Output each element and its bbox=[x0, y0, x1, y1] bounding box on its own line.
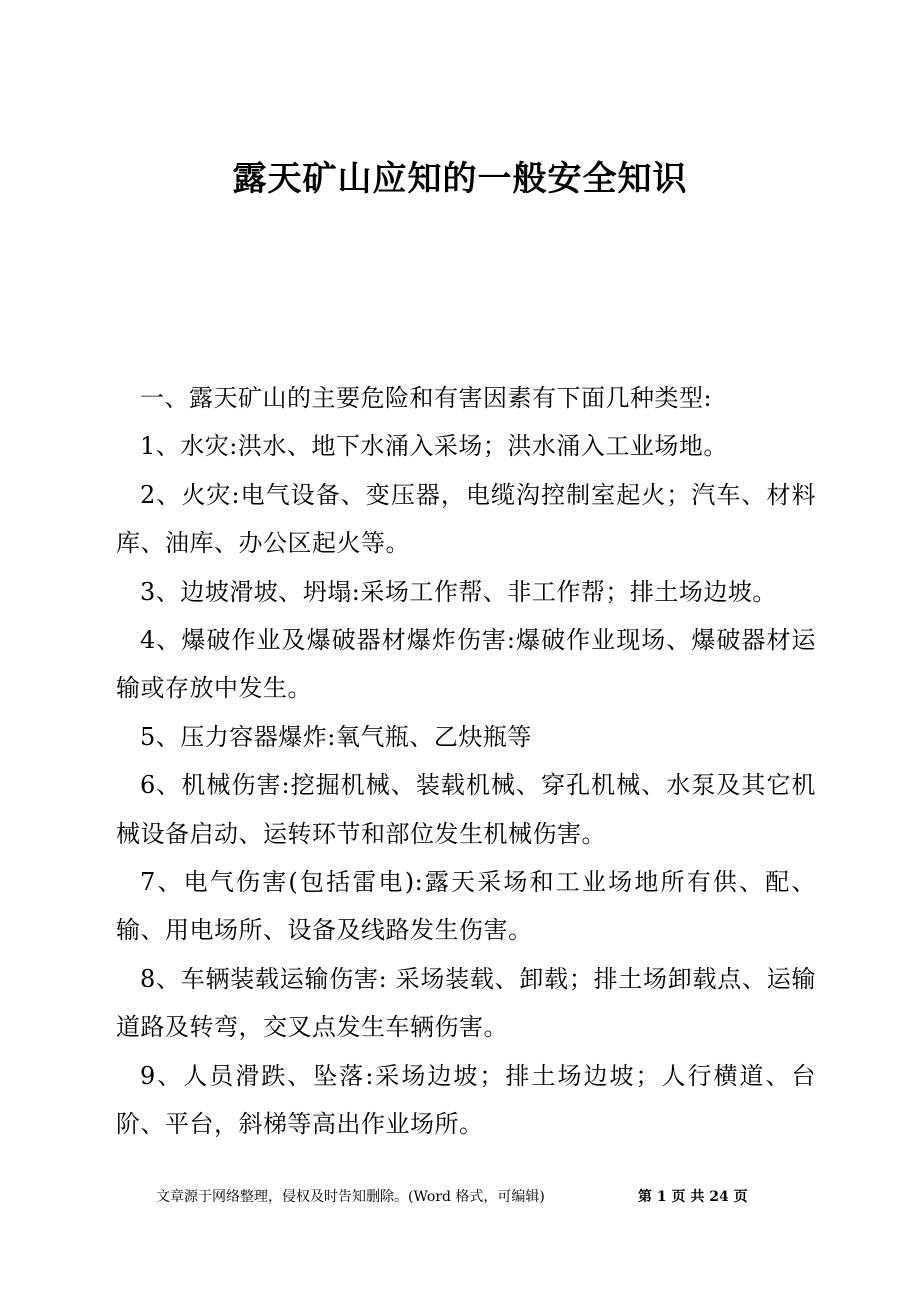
document-title: 露天矿山应知的一般安全知识 bbox=[232, 158, 688, 199]
footer-page-number: 第 1 页 共 24 页 bbox=[638, 1189, 748, 1205]
paragraph-item-7: 7、电气伤害(包括雷电):露天采场和工业场地所有供、配、输、用电场所、设备及线路发生伤害。 bbox=[116, 868, 816, 945]
paragraph-item-5: 5、压力容器爆炸:氧气瓶、乙炔瓶等 bbox=[140, 722, 532, 751]
footer-source-note: 文章源于网络整理，侵权及时告知删除。(Word 格式，可编辑) bbox=[156, 1189, 545, 1205]
paragraph-item-3: 3、边坡滑坡、坍塌:采场工作帮、非工作帮；排土场边坡。 bbox=[140, 577, 777, 606]
paragraph-item-4: 4、爆破作业及爆破器材爆炸伤害:爆破作业现场、爆破器材运输或存放中发生。 bbox=[116, 626, 816, 703]
paragraph-item-1: 1、水灾:洪水、地下水涌入采场；洪水涌入工业场地。 bbox=[140, 432, 728, 461]
paragraph-item-2: 2、火灾:电气设备、变压器，电缆沟控制室起火；汽车、材料库、油库、办公区起火等。 bbox=[116, 480, 816, 558]
document-body bbox=[116, 374, 816, 1149]
paragraph-item-9: 9、人员滑跌、坠落:采场边坡；排土场边坡；人行横道、台阶、平台，斜梯等高出作业场所。 bbox=[116, 1061, 816, 1139]
paragraph-heading: 一、露天矿山的主要危险和有害因素有下面几种类型: bbox=[140, 384, 713, 412]
paragraph-item-8: 8、车辆装载运输伤害: 采场装载、卸载；排土场卸载点、运输道路及转弯，交叉点发生车辆伤害。 bbox=[116, 964, 816, 1042]
paragraph-item-6: 6、机械伤害:挖掘机械、装载机械、穿孔机械、水泵及其它机械设备启动、运转环节和部位发生机械伤害。 bbox=[116, 771, 816, 848]
